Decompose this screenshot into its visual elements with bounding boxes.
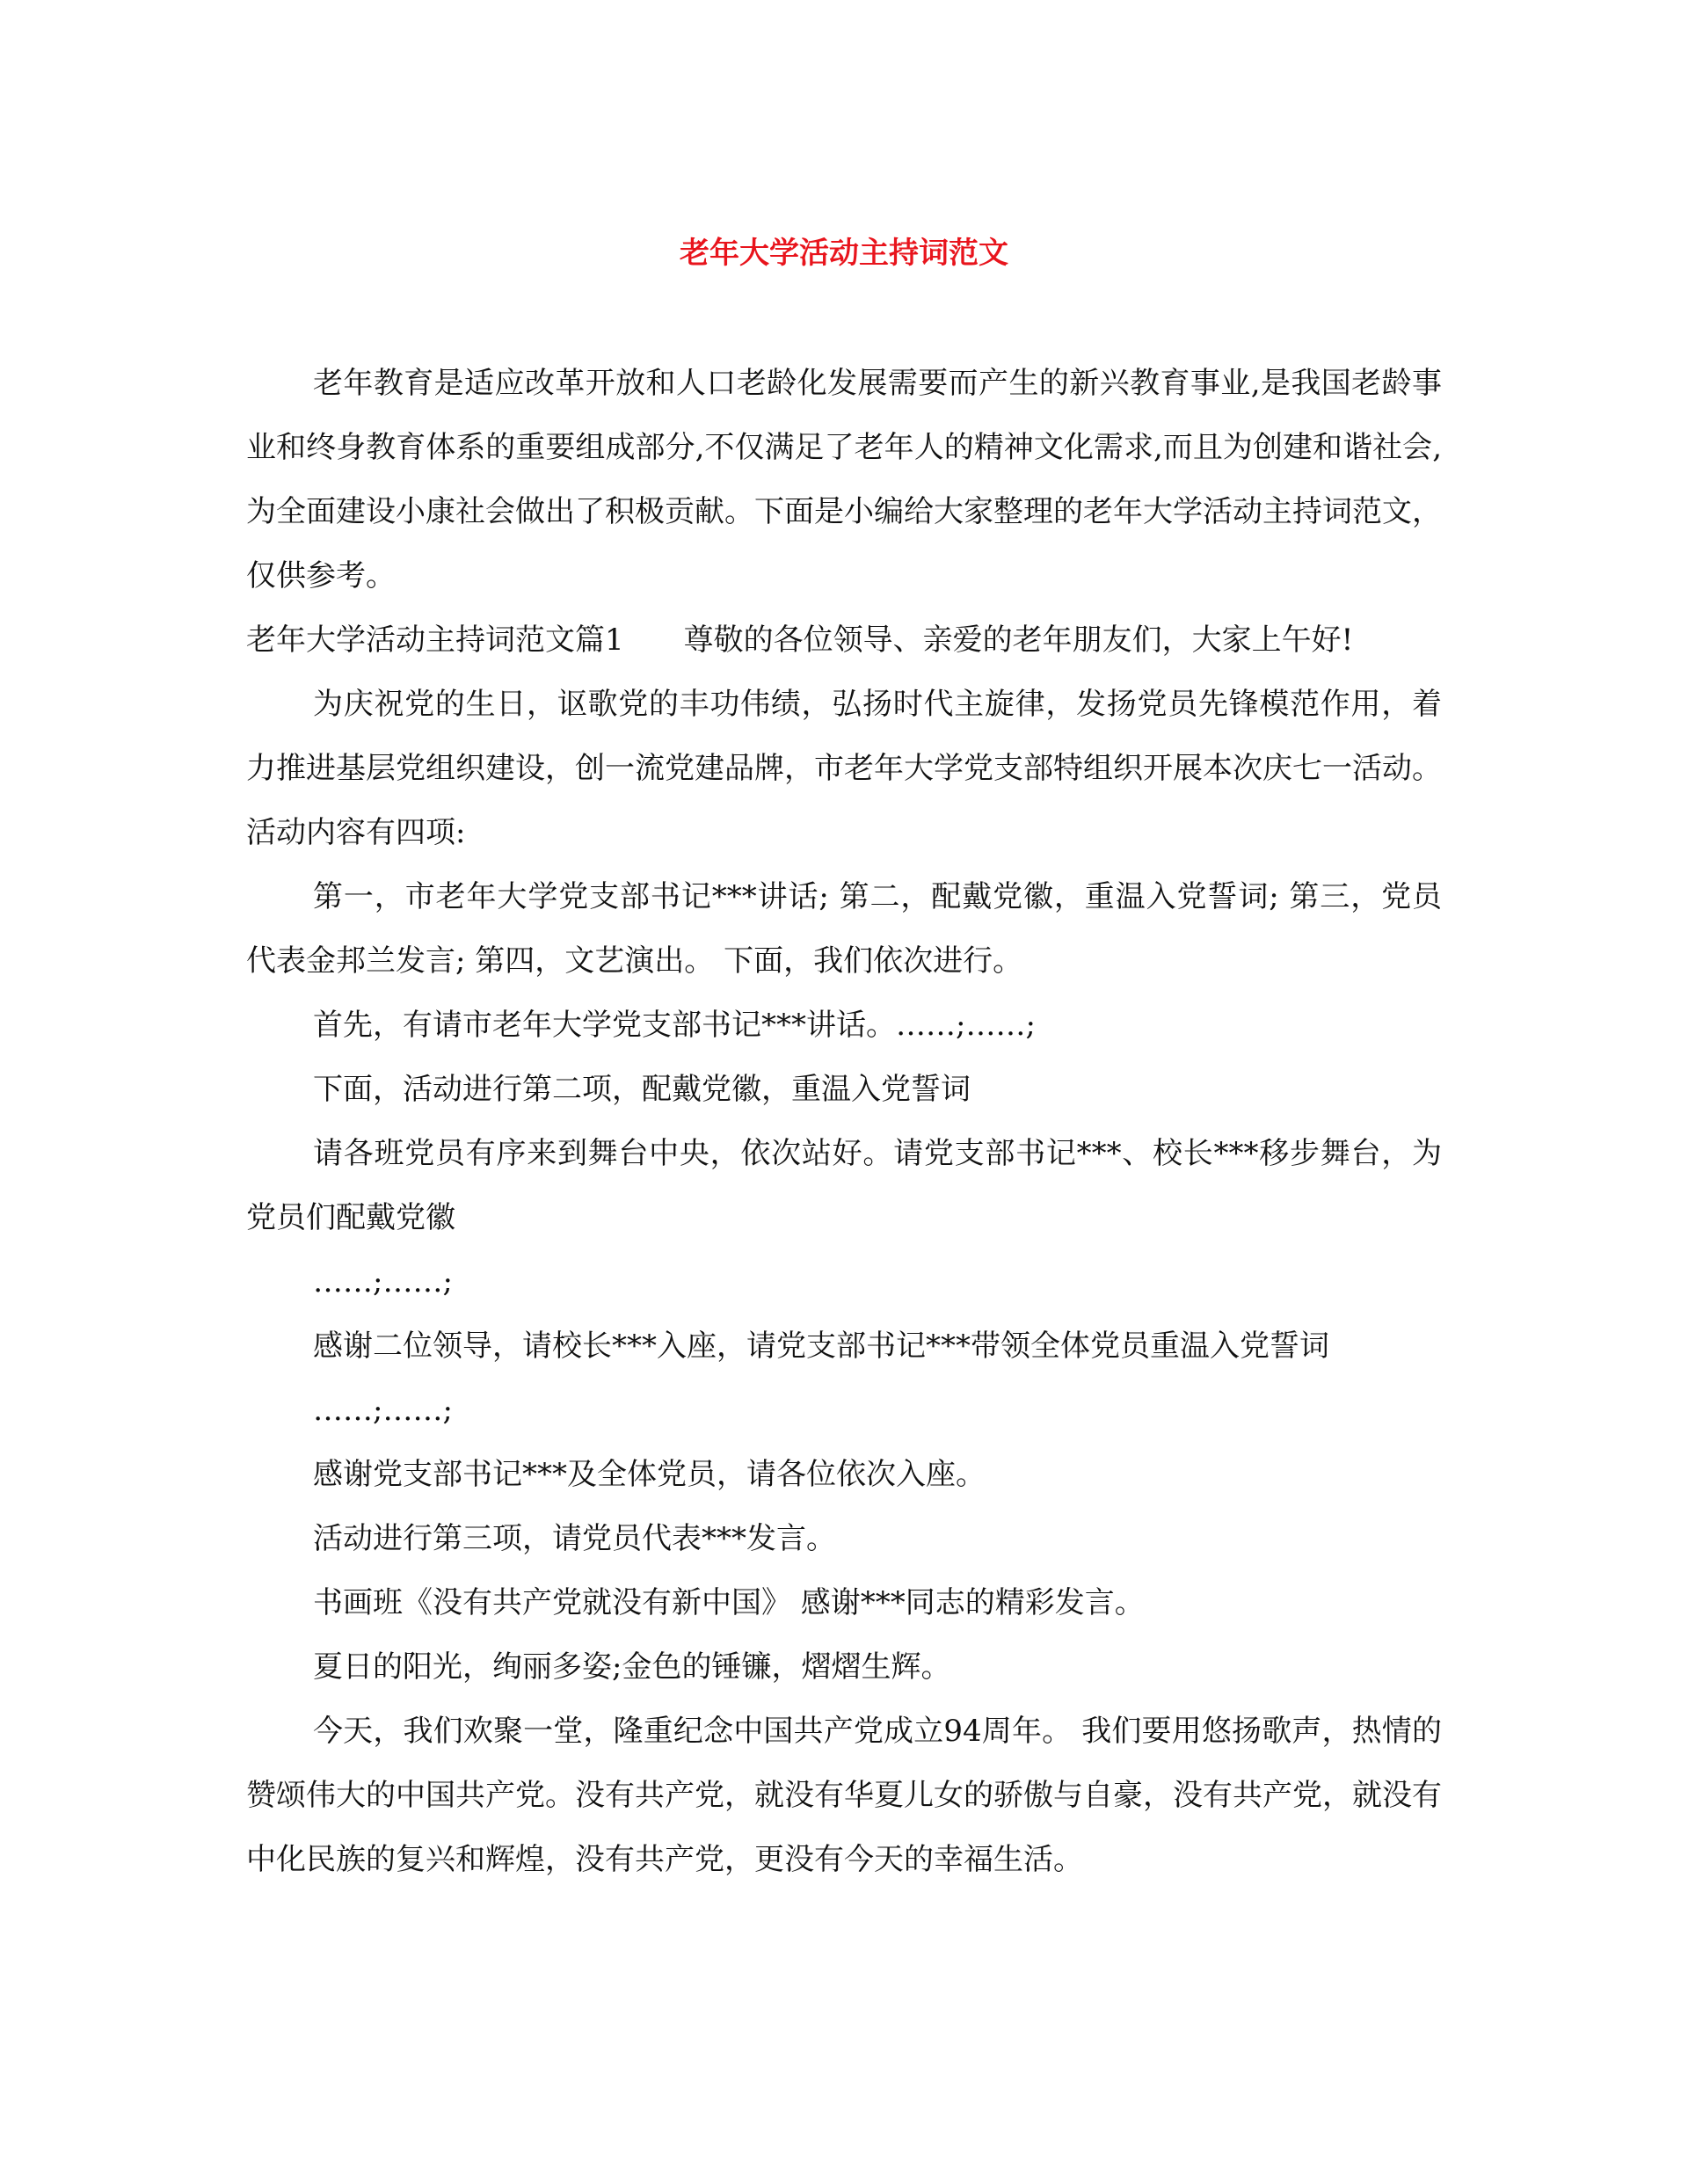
paragraph-first-speech: 首先，有请市老年大学党支部书记***讲话。……;……; [313,1008,1036,1043]
paragraph-section-heading: 老年大学活动主持词范文篇1 尊敬的各位领导、亲爱的老年朋友们，大家上午好! [246,622,1354,658]
paragraph-second-item: 下面，活动进行第二项，配戴党徽，重温入党誓词 [313,1072,971,1107]
paragraph-badge-ceremony: 请各班党员有序来到舞台中央，依次站好。请党支部书记***、校长***移步舞台，为党员们配戴党徽 [246,1136,1442,1235]
paragraph-summer: 夏日的阳光，绚丽多姿;金色的锤镰，熠熠生辉。 [313,1649,951,1685]
paragraph-calligraphy: 书画班《没有共产党就没有新中国》 感谢***同志的精彩发言。 [313,1585,1145,1620]
paragraph-anniversary: 今天，我们欢聚一堂，隆重纪念中国共产党成立94周年。 我们要用悠扬歌声，热情的赞颂伟大的中国共产党。没有共产党，就没有华夏儿女的骄傲与自豪，没有共产党，就没有中化民族的复兴和辉煌，没有共产党，更没有今天的幸福生活。 [246,1714,1442,1877]
paragraph-oath: 感谢二位领导，请校长***入座，请党支部书记***带领全体党员重温入党誓词 [313,1329,1329,1364]
paragraph-intro: 老年教育是适应改革开放和人口老龄化发展需要而产生的新兴教育事业,是我国老龄事业和终身教育体系的重要组成部分,不仅满足了老年人的精神文化需求,而且为创建和谐社会,为全面建设小康社会做出了积极贡献。下面是小编给大家整理的老年大学活动主持词范文，仅供参考。 [246,366,1442,593]
paragraph-thanks: 感谢党支部书记***及全体党员，请各位依次入座。 [313,1457,986,1492]
paragraph-ellipsis-2: ……;……; [313,1393,453,1428]
paragraph-agenda: 第一，市老年大学党支部书记***讲话; 第二，配戴党徽，重温入党誓词; 第三，党员代表金邦兰发言; 第四，文艺演出。 下面，我们依次进行。 [246,879,1442,979]
document-body [246,352,1442,1892]
paragraph-third-item: 活动进行第三项，请党员代表***发言。 [313,1521,836,1556]
paragraph-celebration: 为庆祝党的生日，讴歌党的丰功伟绩，弘扬时代主旋律，发扬党员先锋模范作用，着力推进基层党组织建设，创一流党建品牌，市老年大学党支部特组织开展本次庆七一活动。活动内容有四项: [246,687,1442,850]
paragraph-ellipsis-1: ……;……; [313,1264,453,1299]
document-title: 老年大学活动主持词范文 [680,236,1008,271]
